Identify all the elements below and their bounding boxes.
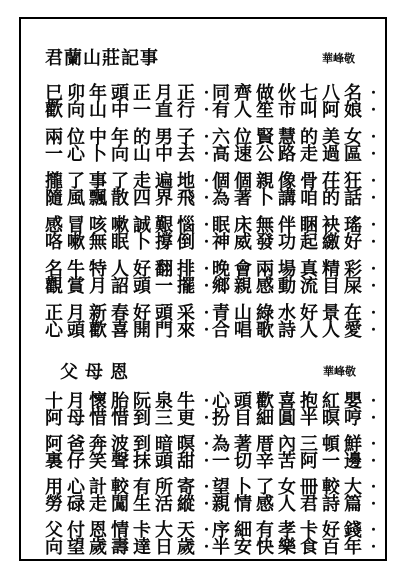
line-end-mark: ・ xyxy=(367,411,381,426)
line-left-half: 裏仔笑聲抹頭甜 xyxy=(45,451,199,472)
line-end-mark: ・ xyxy=(367,497,381,512)
line-right-half: 扮目細圓半暝哼 xyxy=(212,408,366,429)
line-right-half: 個個親像骨茌狂 xyxy=(212,171,366,192)
line-right-half: 青山綠水好景在 xyxy=(212,303,366,324)
line-separator: ・ xyxy=(200,540,214,555)
line-right-half: 一切辛苦阿一邊 xyxy=(212,451,366,472)
line-separator: ・ xyxy=(200,130,214,145)
line-end-mark: ・ xyxy=(367,540,381,555)
line-end-mark: ・ xyxy=(367,103,381,118)
line-separator: ・ xyxy=(200,262,214,277)
line-left-half: 用心計較有所寄 xyxy=(45,477,199,498)
line-end-mark: ・ xyxy=(367,174,381,189)
line-right-half: 眠床無伴睏袂瑤 xyxy=(212,215,366,236)
line-left-half: 父付恩情卡大天 xyxy=(45,520,199,541)
poem-title: 父母恩 xyxy=(60,362,135,383)
line-end-mark: ・ xyxy=(367,523,381,538)
line-right-half: 合唱歌詩人人愛 xyxy=(212,320,366,341)
line-end-mark: ・ xyxy=(367,262,381,277)
line-left-half: 巳卯年頭正月正 xyxy=(45,83,199,104)
line-right-half: 半安快樂食百年 xyxy=(212,537,366,558)
line-right-half: 六位賢慧的美女 xyxy=(212,127,366,148)
line-end-mark: ・ xyxy=(367,394,381,409)
line-separator: ・ xyxy=(200,279,214,294)
line-right-half: 有人笙市叫阿娘 xyxy=(212,100,366,121)
line-separator: ・ xyxy=(200,523,214,538)
poem-line xyxy=(0,278,400,295)
poem-line xyxy=(0,190,400,207)
poem-line xyxy=(0,146,400,163)
line-left-half: 觀賞月詔頭一擺 xyxy=(45,276,199,297)
line-end-mark: ・ xyxy=(367,454,381,469)
line-end-mark: ・ xyxy=(367,235,381,250)
line-separator: ・ xyxy=(200,147,214,162)
poem-line xyxy=(0,496,400,513)
line-right-half: 心頭歡喜抱紅嬰 xyxy=(212,391,366,412)
line-left-half: 隨風飄散四界飛 xyxy=(45,188,199,209)
author-name: 華峰敬 xyxy=(322,52,355,65)
line-left-half: 咯嗽無眠卜撐倒 xyxy=(45,232,199,253)
line-right-half: 序細有孝卡好錢 xyxy=(212,520,366,541)
line-separator: ・ xyxy=(200,480,214,495)
poem-line xyxy=(0,102,400,119)
line-left-half: 兩位中年的男子 xyxy=(45,127,199,148)
poem-line xyxy=(0,539,400,556)
line-separator: ・ xyxy=(200,191,214,206)
line-end-mark: ・ xyxy=(367,218,381,233)
line-end-mark: ・ xyxy=(367,437,381,452)
line-left-half: 攏了事了走遍地 xyxy=(45,171,199,192)
line-left-half: 十月懷胎阮泉牛 xyxy=(45,391,199,412)
line-separator: ・ xyxy=(200,306,214,321)
line-end-mark: ・ xyxy=(367,279,381,294)
line-right-half: 同齊做伙七八名 xyxy=(212,83,366,104)
line-left-half: 向望歲壽達日歲 xyxy=(45,537,199,558)
line-right-half: 親情感人君詩篇 xyxy=(212,494,366,515)
line-end-mark: ・ xyxy=(367,480,381,495)
line-separator: ・ xyxy=(200,86,214,101)
author-name: 華峰敬 xyxy=(323,365,356,378)
line-separator: ・ xyxy=(200,454,214,469)
poem-line xyxy=(0,410,400,427)
poem-line xyxy=(0,322,400,339)
line-separator: ・ xyxy=(200,411,214,426)
line-left-half: 勞碌走闖生活縱 xyxy=(45,494,199,515)
line-left-half: 阿母惜惜到三更 xyxy=(45,408,199,429)
line-right-half: 高速公路走過區 xyxy=(212,144,366,165)
line-end-mark: ・ xyxy=(367,306,381,321)
line-end-mark: ・ xyxy=(367,147,381,162)
line-left-half: 歡向山中一直行 xyxy=(45,100,199,121)
line-left-half: 阿爸奔波到暗暝 xyxy=(45,434,199,455)
line-separator: ・ xyxy=(200,394,214,409)
line-right-half: 為著卜講咱的話 xyxy=(212,188,366,209)
line-right-half: 晚會兩場真精彩 xyxy=(212,259,366,280)
line-end-mark: ・ xyxy=(367,191,381,206)
line-separator: ・ xyxy=(200,497,214,512)
line-right-half: 神威發功起繳好 xyxy=(212,232,366,253)
line-right-half: 鄉親感動流目屎 xyxy=(212,276,366,297)
line-end-mark: ・ xyxy=(367,323,381,338)
line-right-half: 為著厝內三頓鮮 xyxy=(212,434,366,455)
line-separator: ・ xyxy=(200,218,214,233)
line-left-half: 名牛特人好翻排 xyxy=(45,259,199,280)
line-right-half: 望卜了女冊較大 xyxy=(212,477,366,498)
poem-title: 君蘭山莊記事 xyxy=(45,48,159,69)
line-left-half: 一心卜向山中去 xyxy=(45,144,199,165)
line-separator: ・ xyxy=(200,103,214,118)
line-left-half: 正月新春好頭采 xyxy=(45,303,199,324)
line-left-half: 心頭歡喜開門來 xyxy=(45,320,199,341)
line-separator: ・ xyxy=(200,235,214,250)
line-separator: ・ xyxy=(200,437,214,452)
line-separator: ・ xyxy=(200,323,214,338)
poem-line xyxy=(0,453,400,470)
line-left-half: 感冒咳嗽誠艱惱 xyxy=(45,215,199,236)
line-end-mark: ・ xyxy=(367,86,381,101)
line-separator: ・ xyxy=(200,174,214,189)
poem-line xyxy=(0,234,400,251)
line-end-mark: ・ xyxy=(367,130,381,145)
